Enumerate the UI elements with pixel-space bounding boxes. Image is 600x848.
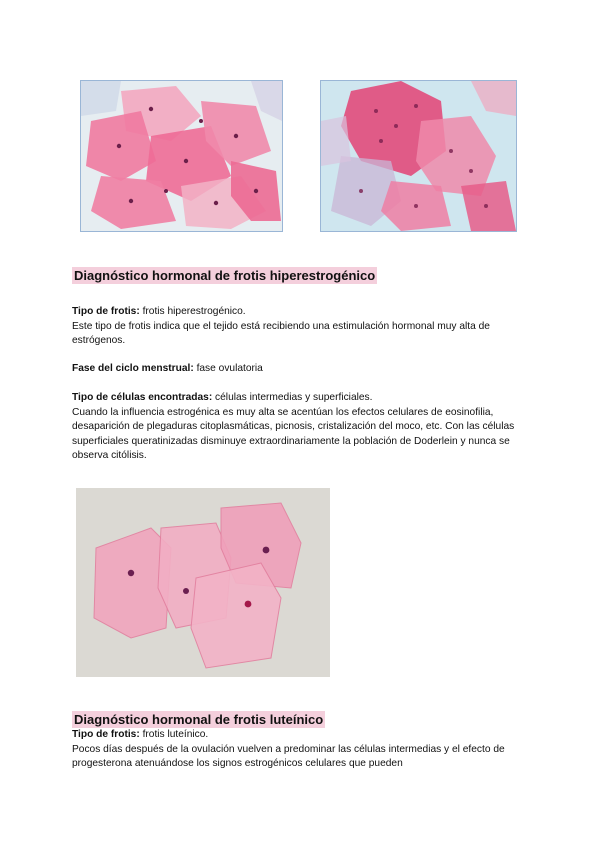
micrograph-cell-cluster — [320, 80, 517, 232]
desc-tipo-celulas: Cuando la influencia estrogénica es muy alta se acentúan los efectos celulares de eosinofilia, desaparición de plegaduras citoplasmáticas, picnosis, cristalización del moco, etc. Con las células superficiales queratinizadas disminuye extraordinariamente la población de Doderlein y nunca se observa citólisis. — [72, 406, 515, 462]
desc-tipo-frotis: Este tipo de frotis indica que el tejido está recibiendo una estimulación hormonal muy alta de estrógenos. — [72, 320, 490, 347]
value-tipo-celulas: células intermedias y superficiales. — [212, 392, 373, 403]
paragraph-tipo-frotis-1 — [72, 305, 532, 349]
section-heading-hiperestrogenico: Diagnóstico hormonal de frotis hiperestrogénico — [74, 268, 376, 283]
value-tipo-frotis-2: frotis luteínico. — [139, 729, 209, 740]
label-fase-ciclo: Fase del ciclo menstrual: — [72, 363, 194, 374]
paragraph-fase-ciclo — [72, 362, 532, 377]
label-tipo-frotis-2: Tipo de frotis: — [72, 729, 140, 740]
label-tipo-celulas: Tipo de células encontradas: — [72, 392, 213, 403]
label-tipo-frotis: Tipo de frotis: — [72, 306, 140, 317]
section-heading-luteinico: Diagnóstico hormonal de frotis luteínico — [74, 712, 324, 727]
paragraph-tipo-frotis-2 — [72, 728, 532, 772]
value-tipo-frotis: frotis hiperestrogénico. — [139, 306, 246, 317]
value-fase-ciclo: fase ovulatoria — [193, 363, 263, 374]
paragraph-tipo-celulas — [72, 391, 532, 464]
micrograph-superficial-cells — [80, 80, 283, 232]
micrograph-large-cells — [76, 488, 330, 677]
desc-tipo-frotis-2: Pocos días después de la ovulación vuelven a predominar las células intermedias y el efecto de progesterona atenuándose los signos estrogénicos celulares que pueden — [72, 743, 505, 770]
